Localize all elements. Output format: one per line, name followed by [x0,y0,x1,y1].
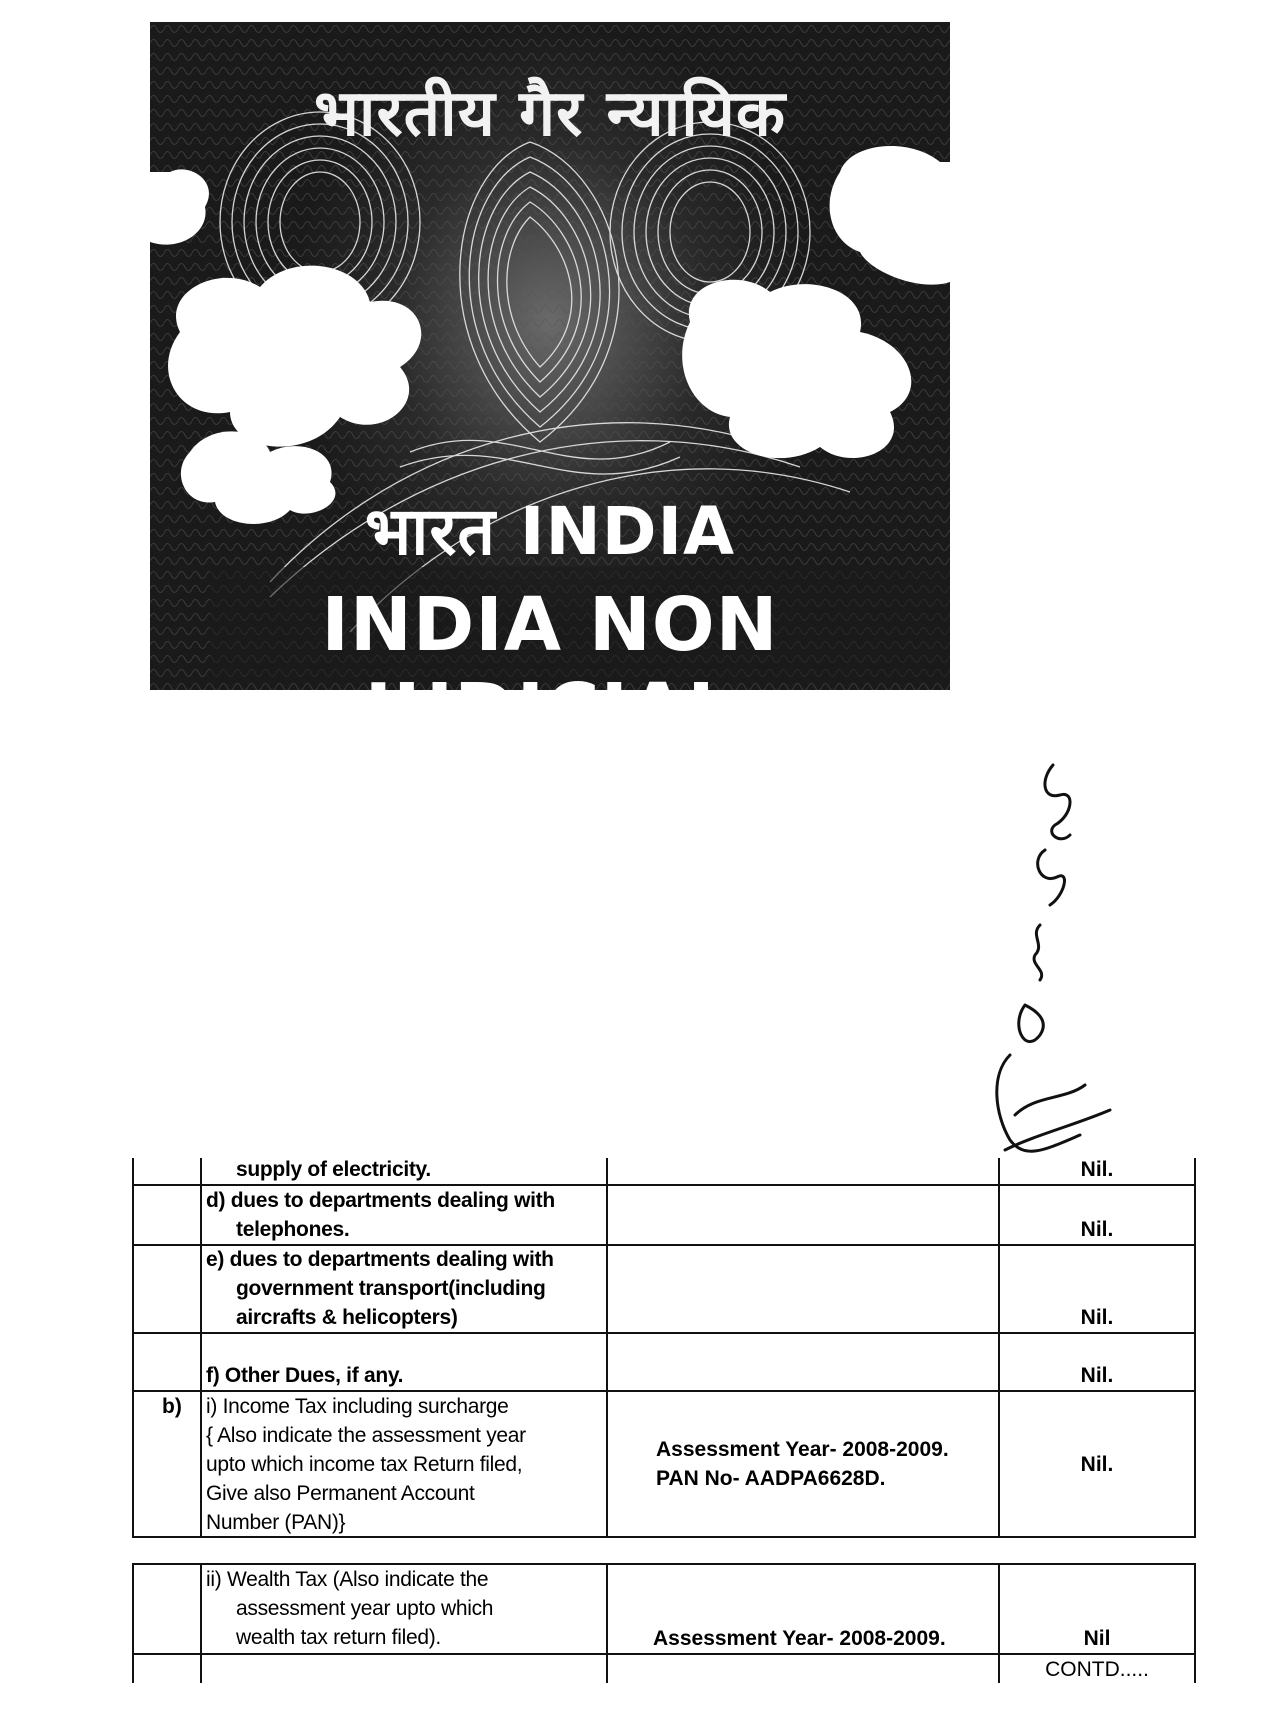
contd-label: CONTD..... [1045,1658,1149,1681]
row-item-cell [200,1565,606,1653]
row-item-cell [200,1246,606,1332]
row-amount-cell: Nil [998,1565,1196,1653]
row-item-cell [200,1334,606,1390]
row-details-cell [606,1655,998,1683]
row-item-cell [200,1158,606,1184]
cell-line: ii) Wealth Tax (Also indicate the [206,1568,489,1591]
table-row [132,1158,1196,1186]
row-item-cell [200,1392,606,1536]
row-amount-cell [998,1334,1196,1390]
row-details-cell [606,1334,998,1390]
row-serial [132,1334,200,1390]
cell-line: upto which income tax Return filed, [206,1453,523,1476]
row-amount-cell [998,1246,1196,1332]
cell-line: Give also Permanent Account [206,1482,475,1505]
cell-line: Assessment Year- 2008-2009. [653,1627,946,1650]
amount-text: Nil. [1080,1158,1114,1181]
row-details-cell [606,1565,998,1653]
item-text: e) dues to departments dealing with [206,1248,554,1271]
row-details-cell [606,1158,998,1184]
cell-line: assessment year upto which [236,1597,494,1620]
cell-line: i) Income Tax including surcharge [206,1395,509,1418]
table-row [132,1186,1196,1246]
row-serial [132,1565,200,1653]
stamp-hindi-heading: भारतीय गैर न्यायिक [313,77,787,151]
stamp-bharat-india-text: भारत INDIA [364,493,736,570]
handwritten-signature [985,755,1125,1175]
table-row-wealth-tax [132,1565,1196,1655]
row-amount-cell [998,1158,1196,1184]
item-text: supply of electricity. [236,1158,431,1181]
row-amount-cell [998,1186,1196,1244]
amount-text: Nil. [1080,1306,1114,1329]
dues-table-section [132,1158,1196,1538]
item-text: f) Other Dues, if any. [206,1364,404,1387]
wealth-tax-table-section [132,1563,1196,1683]
row-serial [132,1655,200,1683]
cell-line: PAN No- AADPA6628D. [656,1467,886,1490]
row-serial [132,1246,200,1332]
stamp-non-judicial-text: INDIA NON JUDICIAL [321,582,779,754]
stamp-paper-image [150,22,950,754]
row-details-cell [606,1246,998,1332]
cell-line: wealth tax return filed). [236,1626,441,1649]
item-text: telephones. [236,1218,350,1241]
item-text: government transport(including [236,1277,546,1300]
amount-text: Nil. [1080,1218,1114,1241]
contd-cell [998,1655,1196,1683]
row-details-cell [606,1186,998,1244]
table-row-continued [132,1655,1196,1683]
row-serial [132,1158,200,1184]
table-row [132,1246,1196,1334]
cell-line: Assessment Year- 2008-2009. [656,1438,949,1461]
row-item-cell [200,1186,606,1244]
row-amount-cell: Nil. [998,1392,1196,1536]
row-details-cell [606,1392,998,1536]
amount-text: Nil. [1080,1364,1114,1387]
table-row-income-tax [132,1392,1196,1538]
row-serial: b) [132,1392,200,1536]
cell-line: { Also indicate the assessment year [206,1424,526,1447]
item-text: aircrafts & helicopters) [236,1306,458,1329]
item-text: d) dues to departments dealing with [206,1189,555,1212]
cell-line: Number (PAN)} [206,1511,346,1534]
row-serial [132,1186,200,1244]
table-row [132,1334,1196,1392]
row-item-cell [200,1655,606,1683]
